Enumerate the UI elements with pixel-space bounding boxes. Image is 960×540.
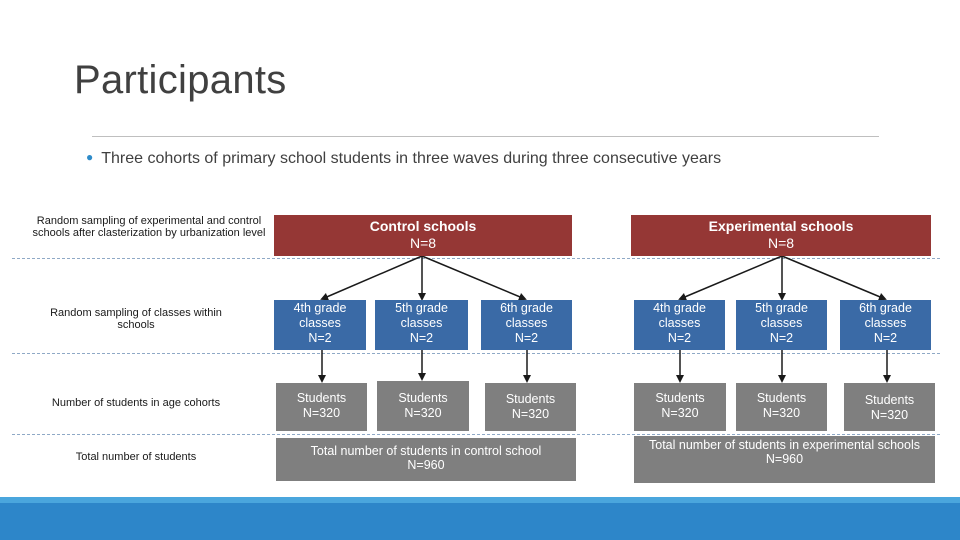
experimental-class-box-5th (736, 300, 827, 350)
students-label: Students (756, 391, 807, 405)
experimental-students-box-6th (844, 383, 935, 431)
row-label-sampling-classes: Random sampling of classes within schools (50, 307, 222, 331)
class-label: 6th grade classes (500, 301, 553, 330)
students-n: N=320 (661, 406, 699, 420)
arrow-control-to-4th (322, 256, 422, 299)
separator-2 (12, 353, 940, 354)
students-label: Students (655, 391, 705, 405)
students-n: N=320 (302, 406, 341, 420)
footer-bar (0, 497, 960, 540)
row-label-sampling-schools: Random sampling of experimental and control schools after clasterization by urbanization level (32, 215, 266, 239)
control-students-box-6th (485, 383, 576, 431)
bullet-text: Three cohorts of primary school students in three waves during three consecutive years (101, 150, 722, 167)
students-label: Students (505, 392, 556, 406)
separator-3 (12, 434, 940, 435)
experimental-schools-header (631, 215, 931, 256)
experimental-class-box-6th (840, 300, 931, 350)
control-students-box-4th (276, 383, 367, 431)
arrow-exp-to-6th (782, 256, 885, 299)
students-n: N=320 (762, 406, 801, 420)
footer-stripe (0, 497, 960, 503)
class-label: 6th grade classes (859, 301, 912, 330)
control-schools-header (274, 215, 572, 256)
class-label: 5th grade classes (395, 301, 448, 330)
class-n: N=2 (308, 331, 332, 345)
students-n: N=320 (511, 407, 550, 421)
control-total-box (276, 438, 576, 481)
class-label: 4th grade classes (293, 301, 347, 330)
experimental-schools-title: Experimental schools (708, 218, 854, 234)
control-schools-title: Control schools (369, 218, 477, 234)
control-students-box-5th (377, 381, 469, 431)
row-label-total-students: Total number of students (75, 451, 197, 463)
students-n: N=320 (870, 408, 909, 422)
control-schools-n: N=8 (409, 235, 437, 251)
control-class-box-4th (274, 300, 366, 350)
class-n: N=2 (873, 331, 898, 345)
row-label-students-cohorts: Number of students in age cohorts (51, 397, 221, 409)
arrow-exp-to-4th (680, 256, 782, 299)
bullet-icon: ● (86, 150, 94, 164)
total-n: N=960 (407, 458, 445, 472)
students-label: Students (864, 393, 915, 407)
experimental-class-box-4th (634, 300, 725, 350)
slide-title: Participants (74, 58, 287, 102)
class-n: N=2 (769, 331, 794, 345)
control-class-box-6th (481, 300, 572, 350)
students-label: Students (296, 391, 347, 405)
class-label: 4th grade classes (653, 301, 706, 330)
class-n: N=2 (514, 331, 539, 345)
class-label: 5th grade classes (755, 301, 808, 330)
separator-1 (12, 258, 940, 259)
class-n: N=2 (409, 331, 434, 345)
total-label: Total number of students in experimental schools (649, 438, 920, 452)
arrow-control-to-6th (422, 256, 525, 299)
class-n: N=2 (667, 331, 692, 345)
bullet-item (86, 150, 721, 168)
experimental-total-box (634, 436, 935, 483)
total-label: Total number of students in control school (310, 444, 542, 458)
title-divider (92, 136, 879, 137)
experimental-schools-n: N=8 (767, 235, 795, 251)
students-label: Students (398, 391, 448, 405)
control-class-box-5th (375, 300, 468, 350)
experimental-students-box-5th (736, 383, 827, 431)
total-n: N=960 (765, 452, 804, 466)
students-n: N=320 (404, 406, 442, 420)
experimental-students-box-4th (634, 383, 726, 431)
